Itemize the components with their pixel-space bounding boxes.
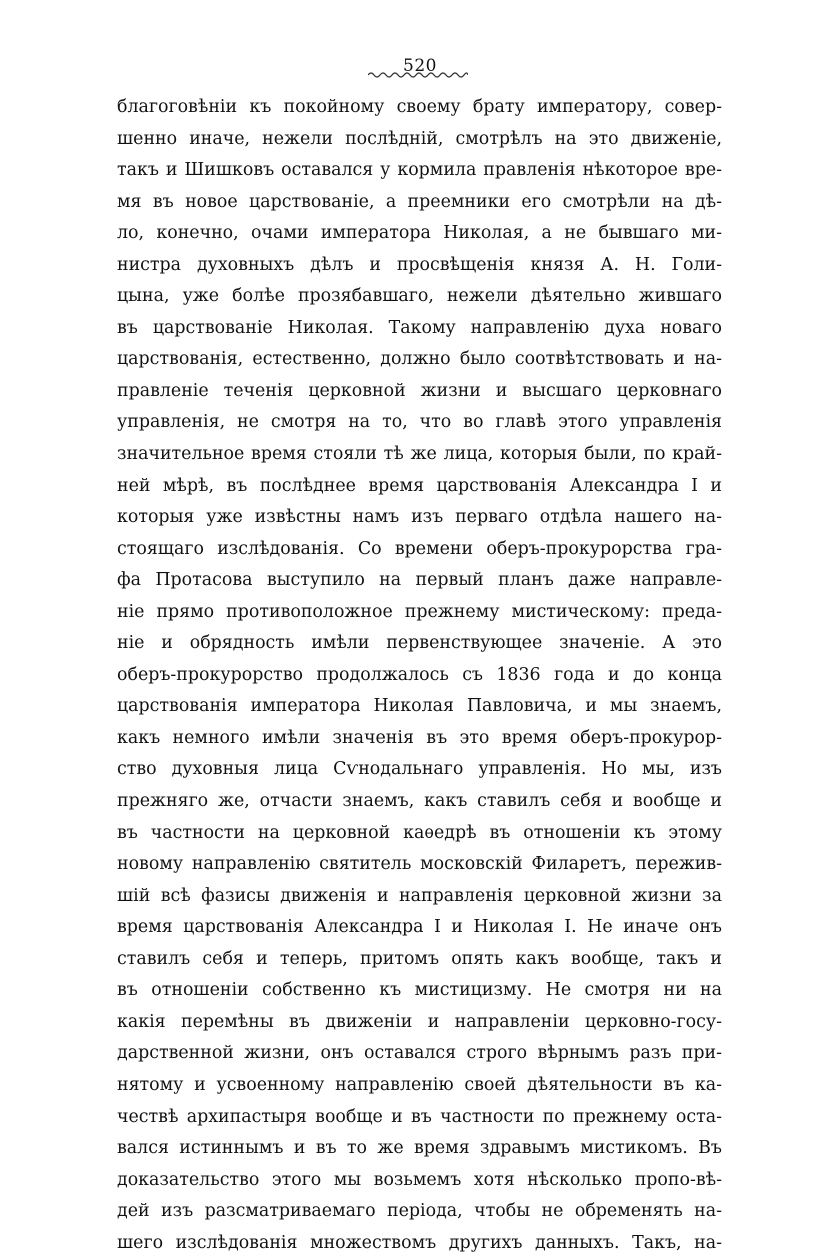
text-line: царствованія, естественно, должно было соотвѣтствовать и на- [117, 349, 722, 370]
text-line: дей изъ разсматриваемаго періода, чтобы не обременять на- [117, 1201, 722, 1222]
text-line: въ отношеніи собственно къ мистицизму. Не смотря ни на [117, 980, 722, 1001]
text-line: дарственной жизни, онъ оставался строго вѣрнымъ разъ при- [117, 1043, 722, 1064]
text-line: царствованія императора Николая Павловича, и мы знаемъ, [117, 696, 722, 717]
text-line: цына, уже болѣе прозябавшаго, нежели дѣятельно жившаго [117, 286, 722, 307]
text-line: чествѣ архипастыря вообще и въ частности по прежнему оста- [117, 1106, 722, 1127]
text-line: новому направленію святитель московскій Филаретъ, пережив- [117, 854, 722, 875]
text-line: правленіе теченія церковной жизни и высшаго церковнаго [117, 380, 722, 401]
text-line: такъ и Шишковъ оставался у кормила правленія нѣкоторое вре- [117, 160, 722, 181]
wavy-rule-ornament [368, 70, 468, 80]
text-line: которыя уже извѣстны намъ изъ перваго отдѣла нашего на- [117, 507, 722, 528]
text-line: управленія, не смотря на то, что во главѣ этого управленія [117, 412, 722, 433]
body-text [117, 92, 722, 1259]
text-line: въ царствованіе Николая. Такому направленію духа новаго [117, 317, 722, 338]
text-line: ло, конечно, очами императора Николая, а не бывшаго ми- [117, 223, 722, 244]
text-line: ніе прямо противоположное прежнему мистическому: преда- [117, 601, 722, 622]
text-line: доказательство этого мы возьмемъ хотя нѣсколько пропо-вѣ- [117, 1169, 722, 1190]
text-line: благоговѣніи къ покойному своему брату императору, совер- [117, 97, 722, 117]
text-line: ство духовныя лица Сѵнодальнаго управленія. Но мы, изъ [117, 759, 722, 780]
text-line: оберъ-прокурорство продолжалось съ 1836 года и до конца [117, 664, 722, 685]
text-line: ніе и обрядность имѣли первенствующее значеніе. А это [117, 633, 722, 654]
page-number: 520 [403, 56, 437, 76]
text-line: стоящаго изслѣдованія. Со времени оберъ-прокурорства гра- [117, 538, 722, 559]
text-line: значительное время стояли тѣ же лица, которыя были, по край- [117, 444, 722, 465]
text-line: шего изслѣдованія множествомъ другихъ данныхъ. Такъ, на- [117, 1232, 722, 1253]
text-line: время царствованія Александра I и Николая I. Не иначе онъ [117, 917, 722, 938]
text-line: шій всѣ фазисы движенія и направленія церковной жизни за [117, 885, 722, 906]
text-line: прежняго же, отчасти знаемъ, какъ ставилъ себя и вообще и [117, 791, 722, 812]
text-line: шенно иначе, нежели послѣдній, смотрѣлъ на это движеніе, [117, 128, 722, 149]
text-line: ставилъ себя и теперь, притомъ опять какъ вообще, такъ и [117, 948, 722, 969]
text-line: ней мѣрѣ, въ послѣднее время царствованія Александра I и [117, 475, 722, 496]
text-line: вался истиннымъ и въ то же время здравымъ мистикомъ. Въ [117, 1138, 722, 1159]
text-line: какъ немного имѣли значенія въ это время оберъ-прокурор- [117, 727, 722, 748]
text-line: фа Протасова выступило на первый планъ даже направле- [117, 570, 722, 591]
text-line: какія перемѣны въ движеніи и направленіи церковно-госу- [117, 1011, 722, 1032]
text-line: въ частности на церковной каѳедрѣ въ отношеніи къ этому [117, 822, 722, 843]
text-line: мя въ новое царствованіе, а преемники его смотрѣли на дѣ- [117, 191, 722, 212]
text-line: нистра духовныхъ дѣлъ и просвѣщенія князя А. Н. Голи- [117, 254, 722, 275]
text-line: нятому и усвоенному направленію своей дѣятельности въ ка- [117, 1074, 722, 1095]
